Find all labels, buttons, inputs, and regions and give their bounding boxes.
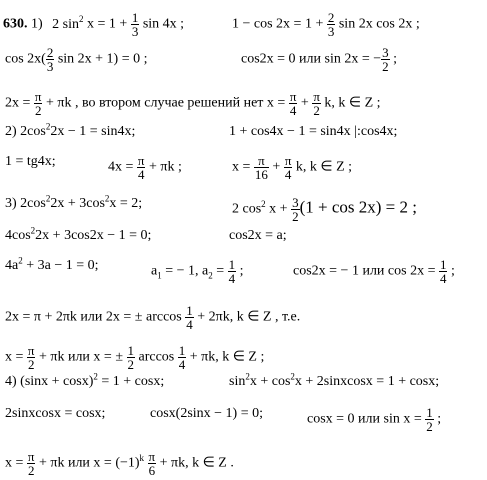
- fraction: [381, 46, 390, 73]
- line-11b: [229, 371, 440, 390]
- line-12b: [150, 406, 263, 422]
- expr-text: x + cos: [249, 374, 291, 389]
- expr-text: +: [268, 159, 281, 175]
- expr-text: x = 1 +: [83, 16, 128, 32]
- expr-text: k, k ∈ Z ;: [320, 95, 381, 111]
- numerator: 2: [327, 10, 335, 25]
- denominator: 4: [284, 167, 292, 182]
- numerator: 1: [127, 343, 134, 358]
- expr-text: arccos: [135, 349, 175, 365]
- expr-text: cos2x = a;: [229, 228, 287, 243]
- expr-text: cos2x = − 1 или cos 2x =: [293, 263, 436, 279]
- expr-text: x + 2sinxcosx = 1 + cosx;: [294, 374, 440, 389]
- expr-text: sin 4x ;: [139, 16, 185, 32]
- numerator: π: [313, 89, 320, 104]
- denominator: 2: [127, 357, 134, 372]
- line-8: [5, 255, 99, 274]
- numerator: 1: [178, 343, 186, 358]
- numerator: π: [27, 343, 35, 358]
- exponent: 2: [79, 14, 84, 25]
- numerator: π: [34, 89, 42, 104]
- line-6b: [232, 196, 417, 223]
- line-5b: [108, 154, 182, 181]
- denominator: 3: [131, 24, 139, 39]
- expr-text: 2 cos: [232, 201, 262, 217]
- line-12c: [307, 406, 441, 433]
- line-2: [5, 46, 148, 73]
- exponent: 2: [104, 193, 110, 204]
- expr-text: +: [297, 95, 309, 111]
- denominator: 4: [137, 167, 145, 182]
- line-4: [5, 121, 136, 140]
- line-1b: [232, 11, 420, 38]
- fraction: [425, 406, 434, 433]
- expr-text: 2 sin: [52, 16, 80, 32]
- line-7: [5, 225, 152, 244]
- expr-text: x =: [5, 455, 24, 471]
- expr-text: 2sinxcosx = cosx;: [5, 406, 106, 421]
- fraction: [254, 154, 269, 181]
- fraction: [291, 196, 300, 223]
- numerator: π: [289, 89, 297, 104]
- exponent: 2: [18, 255, 23, 266]
- expr-text: (1 + cos 2x) = 2 ;: [299, 197, 417, 217]
- expr-text: k, k ∈ Z ;: [292, 159, 353, 175]
- fraction: [228, 258, 237, 285]
- expr-text: sin: [229, 374, 246, 389]
- expr-text: 2x + 3cos2x − 1 = 0;: [35, 228, 152, 243]
- expr-text: + 3a − 1 = 0;: [22, 258, 99, 273]
- exponent: 2: [245, 371, 250, 382]
- expr-text: 4) (sinx + cosx): [5, 374, 94, 389]
- expr-text: 4a: [5, 258, 19, 273]
- expr-text: cos2x = 0 или sin 2x = −: [241, 51, 382, 67]
- expr-text: sin 2x + 1) = 0 ;: [54, 51, 148, 67]
- expr-text: ;: [389, 51, 398, 67]
- expr-text: cos 2x(: [5, 51, 46, 67]
- expr-text: 1 = tg4x;: [5, 154, 56, 169]
- fraction: [178, 344, 187, 371]
- denominator: 4: [178, 357, 186, 372]
- item-number: 1): [31, 16, 43, 32]
- denominator: 2: [426, 419, 433, 434]
- subscript: 1: [157, 270, 162, 281]
- numerator: 1: [426, 405, 433, 420]
- exponent: 2: [261, 199, 266, 210]
- expr-text: 2x − 1 = sin4x;: [50, 124, 136, 139]
- exponent: 2: [93, 371, 98, 382]
- exponent: 2: [45, 193, 51, 204]
- denominator: 4: [186, 317, 193, 332]
- numerator: 1: [439, 257, 447, 272]
- denominator: 2: [313, 103, 320, 118]
- expr-text: ;: [236, 263, 244, 279]
- numerator: 2: [46, 45, 54, 60]
- expr-text: a: [151, 263, 158, 279]
- expr-text: ;: [447, 263, 455, 279]
- expr-text: 4cos: [5, 228, 31, 243]
- fraction: [148, 450, 157, 477]
- numerator: π: [27, 449, 35, 464]
- expr-text: = 1 + cosx;: [97, 374, 165, 389]
- numerator: 3: [382, 45, 389, 60]
- denominator: 2: [27, 463, 35, 478]
- line-6: [5, 193, 143, 212]
- line-2b: [241, 46, 397, 73]
- fraction: [185, 304, 194, 331]
- exponent: 2: [45, 121, 51, 132]
- exponent: 2: [290, 371, 295, 382]
- line-12: [5, 406, 105, 422]
- expr-text: + πk или x = ±: [35, 349, 123, 365]
- denominator: 2: [34, 103, 42, 118]
- denominator: 16: [254, 167, 268, 182]
- denominator: 3: [327, 24, 335, 39]
- line-13: [5, 450, 234, 477]
- problem-number: 630.: [3, 16, 28, 32]
- denominator: 6: [148, 463, 156, 478]
- denominator: 2: [27, 357, 35, 372]
- line-3: [5, 90, 381, 117]
- expr-text: x =: [5, 349, 24, 365]
- denominator: 4: [289, 103, 297, 118]
- line-5c: [232, 154, 352, 181]
- denominator: 2: [292, 209, 299, 224]
- expr-text: 2) 2cos: [5, 124, 46, 139]
- numerator: 1: [131, 10, 139, 25]
- exponent: 2: [30, 225, 36, 236]
- expr-text: 2x = π + 2πk или 2x = ± arccos: [5, 309, 182, 325]
- expr-text: 4x =: [108, 159, 134, 175]
- expr-text: 2x + 3cos: [50, 196, 105, 211]
- line-8c: [293, 258, 455, 285]
- expr-text: + πk или x = (−1): [35, 455, 140, 471]
- exponent: k: [139, 453, 145, 464]
- line-8b: [151, 258, 244, 285]
- expr-text: + πk , во втором случае решений нет x =: [42, 95, 286, 111]
- subscript: 2: [208, 270, 213, 281]
- line-5: [5, 154, 56, 170]
- numerator: 3: [292, 195, 299, 210]
- line-7b: [229, 228, 287, 244]
- denominator: 4: [439, 271, 447, 286]
- expr-text: 1 + cos4x − 1 = sin4x |:cos4x;: [229, 124, 398, 139]
- expr-text: 3) 2cos: [5, 196, 46, 211]
- expr-text: = − 1, a: [161, 263, 209, 279]
- expr-text: + πk ;: [145, 159, 182, 175]
- line-1: [3, 11, 184, 38]
- expr-text: cosx = 0 или sin x =: [307, 411, 422, 427]
- numerator: π: [284, 153, 292, 168]
- numerator: π: [254, 154, 269, 168]
- line-4b: [229, 124, 397, 140]
- expr-text: x = 2;: [109, 196, 143, 211]
- denominator: 3: [46, 59, 54, 74]
- fraction: [312, 90, 321, 117]
- expr-text: 2x =: [5, 95, 31, 111]
- expr-text: + 2πk, k ∈ Z , т.е.: [193, 309, 301, 325]
- expr-text: + πk, k ∈ Z ;: [186, 349, 265, 365]
- denominator: 2: [382, 59, 389, 74]
- line-10: [5, 344, 264, 371]
- numerator: 1: [228, 257, 236, 272]
- expr-text: cosx(2sinx − 1) = 0;: [150, 406, 264, 421]
- expr-text: x =: [232, 159, 251, 175]
- fraction: [127, 344, 136, 371]
- line-9: [5, 304, 300, 331]
- numerator: 1: [186, 303, 193, 318]
- numerator: π: [148, 449, 156, 464]
- numerator: π: [137, 153, 145, 168]
- expr-text: + πk, k ∈ Z .: [156, 455, 234, 471]
- line-11: [5, 371, 165, 390]
- denominator: 4: [228, 271, 236, 286]
- expr-text: ;: [433, 411, 442, 427]
- expr-text: sin 2x cos 2x ;: [335, 16, 420, 32]
- expr-text: 1 − cos 2x = 1 +: [232, 16, 324, 32]
- expr-text: =: [212, 263, 225, 279]
- expr-text: x +: [265, 201, 288, 217]
